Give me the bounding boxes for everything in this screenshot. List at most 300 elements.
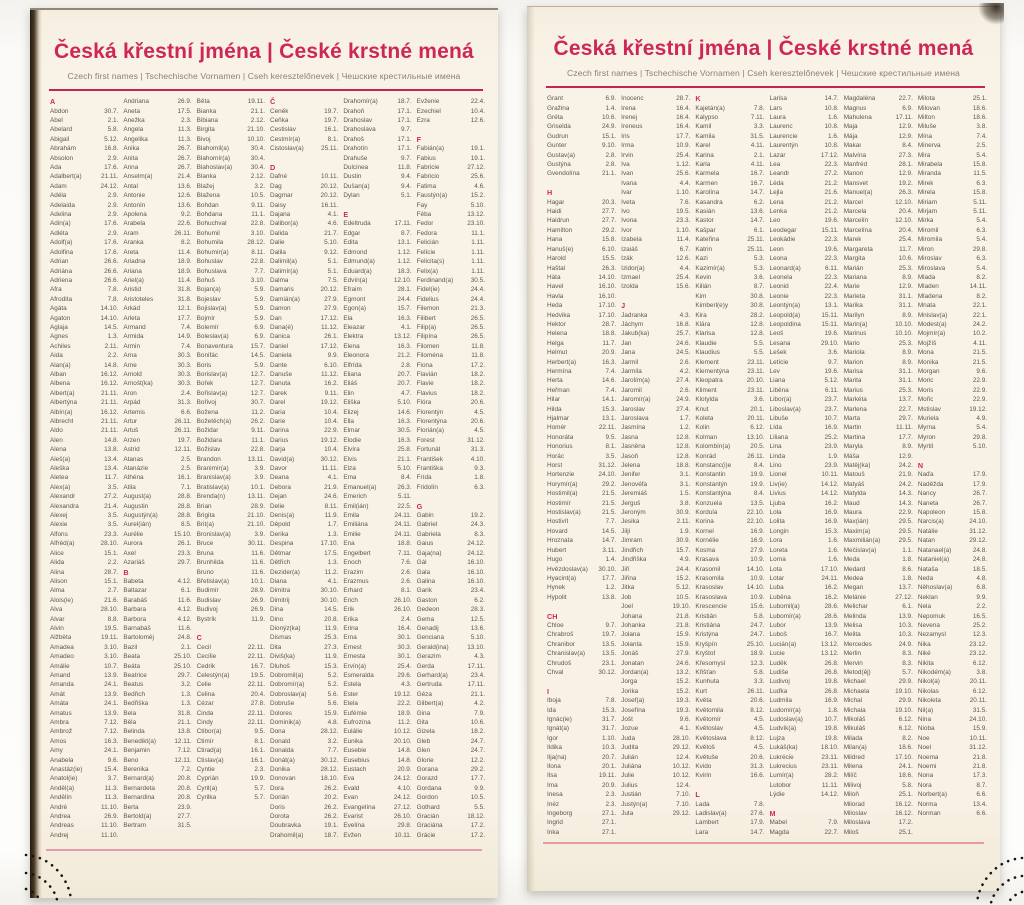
name-entry <box>417 163 485 172</box>
given-name: Eduard(a) <box>343 267 372 275</box>
name-day-date: 20.10. <box>746 377 765 385</box>
name-entry <box>844 235 913 244</box>
name-day-date: 24.12. <box>393 794 412 802</box>
given-name: Filipína <box>416 333 438 341</box>
name-day-date: 23.12. <box>969 640 988 648</box>
given-name: Benedikt(a) <box>123 737 157 745</box>
given-name: Drahotín <box>343 145 368 153</box>
given-name: Mečislav(a) <box>843 546 877 554</box>
name-entry <box>918 169 987 178</box>
given-name: Dalimír(a) <box>269 267 299 275</box>
name-entry <box>343 671 411 680</box>
name-entry <box>197 727 265 736</box>
footer-rule <box>543 842 984 844</box>
name-entry <box>918 621 987 630</box>
name-entry <box>50 106 118 115</box>
name-entry <box>197 332 265 341</box>
name-entry <box>197 295 265 304</box>
name-day-date: 5.10. <box>397 399 412 407</box>
given-name: Beáta <box>123 662 141 670</box>
given-name: Luďka <box>769 687 788 695</box>
given-name: Fabricio <box>416 173 440 181</box>
name-entry <box>123 784 191 793</box>
name-entry <box>547 113 616 122</box>
name-entry <box>844 113 913 122</box>
name-entry <box>50 313 118 322</box>
given-name: Antonie <box>123 192 146 200</box>
name-day-date: 23.11. <box>747 358 765 366</box>
name-entry <box>123 229 191 238</box>
name-entry <box>343 821 411 830</box>
name-entry <box>918 433 987 442</box>
name-entry <box>197 501 265 510</box>
name-day-date: 10.5. <box>470 794 485 802</box>
given-name: Job <box>621 593 632 601</box>
given-name: Ella <box>343 418 354 426</box>
name-day-date: 29.2. <box>601 226 617 234</box>
name-day-date: 12.4. <box>676 781 691 789</box>
name-entry <box>197 266 265 275</box>
name-entry <box>123 398 191 407</box>
name-entry <box>343 351 411 360</box>
name-day-date: 7.4. <box>180 323 192 331</box>
given-name: Drahoslava <box>343 126 376 134</box>
name-day-date: 22.7. <box>898 95 913 103</box>
given-name: Nela <box>917 603 932 611</box>
name-day-date: 19.11. <box>101 634 119 642</box>
name-entry <box>270 116 338 125</box>
name-entry <box>695 771 764 780</box>
name-day-date: 24.3. <box>470 521 485 529</box>
name-day-date: 7.8. <box>753 800 765 808</box>
name-day-date: 15.6. <box>750 603 765 611</box>
name-entry <box>197 718 265 727</box>
given-name: Luběna <box>769 593 791 601</box>
name-day-date: 24.6. <box>676 339 691 347</box>
given-name: Moric <box>917 377 934 385</box>
name-day-date: 22.3. <box>824 236 839 244</box>
name-day-date: 10.9. <box>750 556 765 564</box>
name-entry <box>50 473 118 482</box>
given-name: Ludomír(a) <box>769 706 801 714</box>
name-entry <box>770 828 839 837</box>
name-day-date: 11.7. <box>104 474 119 482</box>
given-name: Davor <box>269 465 288 473</box>
name-entry <box>417 511 485 520</box>
given-name: Bedřich <box>123 690 145 698</box>
given-name: Herta <box>547 377 563 385</box>
name-entry <box>270 351 338 360</box>
name-day-date: 16.3. <box>104 737 119 745</box>
given-name: Laurenc <box>769 123 793 131</box>
footer-rule <box>46 849 482 851</box>
name-entry <box>270 671 338 680</box>
name-entry <box>197 680 265 689</box>
name-entry <box>123 718 191 727</box>
name-day-date: 9.6. <box>679 716 691 724</box>
name-entry <box>123 454 191 463</box>
given-name: Mona <box>917 349 934 357</box>
given-name: Miluše <box>917 123 937 131</box>
name-day-date: 10.2. <box>972 330 988 338</box>
name-day-date: 13.11. <box>247 455 265 463</box>
given-name: Aranka <box>123 239 144 247</box>
given-name: Gustýna <box>547 161 571 169</box>
given-name: Kryšpín <box>695 640 718 648</box>
name-entry <box>547 357 616 366</box>
given-name: Mario <box>843 339 860 347</box>
name-day-date: 24.2. <box>972 320 988 328</box>
name-day-date: 9.5. <box>254 728 265 736</box>
given-name: Milena <box>843 763 863 771</box>
given-name: Lenka <box>769 208 787 216</box>
name-entry <box>918 235 987 244</box>
name-entry <box>417 577 485 586</box>
name-day-date: 19.5. <box>676 208 691 216</box>
given-name: Květomír <box>695 716 721 724</box>
name-entry <box>343 812 411 821</box>
given-name: Cecil <box>196 643 211 651</box>
name-day-date: 24.12. <box>467 540 485 548</box>
name-day-date: 4.3. <box>400 681 412 689</box>
given-name: Gál <box>416 559 427 567</box>
name-entry <box>695 546 764 555</box>
given-name: Fedora <box>416 229 437 237</box>
name-entry <box>197 323 265 332</box>
name-entry <box>343 567 411 576</box>
name-entry <box>547 169 616 178</box>
given-name: Ariadna <box>123 258 146 266</box>
given-name: Bořislav(a) <box>196 389 228 397</box>
name-entry <box>695 649 764 658</box>
name-day-date: 22.11. <box>247 653 265 661</box>
name-day-date: 11.1. <box>251 211 265 219</box>
name-day-date: 3.10. <box>104 653 119 661</box>
given-name: Lambert <box>695 819 719 827</box>
name-day-date: 10.11. <box>969 734 988 742</box>
name-entry <box>50 257 118 266</box>
name-day-date: 22.9. <box>898 509 913 517</box>
name-day-date: 4.5. <box>474 427 485 435</box>
name-day-date: 8.11. <box>251 248 265 256</box>
given-name: Benjamin <box>123 747 150 755</box>
given-name: Flavián <box>416 370 438 378</box>
name-day-date: 16.12. <box>895 810 913 818</box>
given-name: Axel <box>123 549 136 557</box>
name-day-date: 14.7. <box>750 828 765 836</box>
name-day-date: 24.4. <box>470 286 485 294</box>
name-day-date: 6.6. <box>976 810 988 818</box>
given-name: Edmund(a) <box>343 258 375 266</box>
name-entry <box>197 210 265 219</box>
given-name: Erika <box>343 615 358 623</box>
name-day-date: 22.3. <box>824 273 839 281</box>
name-day-date: 1.10. <box>676 226 691 234</box>
name-day-date: 6.2. <box>753 198 765 206</box>
given-name: Evald <box>343 784 360 792</box>
name-day-date: 20.11. <box>747 415 765 423</box>
given-name: Muriela <box>917 415 939 423</box>
name-day-date: 17.12. <box>320 314 339 322</box>
given-name: Alfréd(a) <box>50 540 75 548</box>
name-day-date: 24.6. <box>676 659 691 667</box>
given-name: Anita <box>123 154 138 162</box>
name-day-date: 6.12. <box>898 725 913 733</box>
name-day-date: 8.9. <box>902 349 913 357</box>
name-day-date: 15.7. <box>250 342 265 350</box>
name-day-date: 2.6. <box>679 358 691 366</box>
name-entry <box>621 404 690 413</box>
name-day-date: 24.4. <box>676 565 691 573</box>
given-name: Astrid <box>123 446 140 454</box>
given-name: Bedřiška <box>123 700 149 708</box>
given-name: Matouš <box>843 471 865 479</box>
given-name: Dalma <box>269 276 289 284</box>
given-name: Blažena <box>196 192 220 200</box>
name-day-date: 28.9. <box>250 587 265 595</box>
name-entry <box>844 498 913 507</box>
name-day-date: 13.6. <box>177 182 192 190</box>
given-name: Afra <box>50 286 62 294</box>
name-day-date: 4.6. <box>474 182 485 190</box>
name-entry <box>197 755 265 764</box>
given-name: Dalie <box>269 239 285 247</box>
name-day-date: 22.11. <box>247 709 265 717</box>
given-name: Erna <box>343 634 357 642</box>
name-day-date: 19.1. <box>470 145 485 153</box>
name-day-date: 2.9. <box>107 201 119 209</box>
name-day-date: 17.9. <box>750 819 765 827</box>
given-name: Albena <box>50 380 70 388</box>
given-name: Lora <box>769 537 783 545</box>
given-name: Cyntie <box>196 766 215 774</box>
name-entry <box>417 624 485 633</box>
name-entry <box>547 423 616 432</box>
given-name: Miloš <box>843 828 859 836</box>
name-entry <box>918 113 987 122</box>
name-entry <box>695 160 764 169</box>
name-day-date: 11.9. <box>324 624 339 632</box>
name-entry <box>123 125 191 134</box>
given-name: Amatus <box>50 709 72 717</box>
name-day-date: 14.7. <box>750 189 765 197</box>
name-entry <box>343 708 411 717</box>
name-day-date: 20.9. <box>601 349 617 357</box>
name-entry <box>770 376 839 385</box>
name-entry <box>547 640 616 649</box>
name-entry <box>844 245 913 254</box>
given-name: Hagar <box>547 198 565 206</box>
given-name: Jošt <box>621 716 633 724</box>
name-entry <box>547 461 616 470</box>
given-name: Amy <box>50 747 63 755</box>
given-name: Beata <box>123 653 141 661</box>
given-name: Chrudoš <box>547 659 572 667</box>
given-name: Natálie <box>917 527 938 535</box>
given-name: Bronislav(a) <box>196 530 231 538</box>
name-entry <box>197 313 265 322</box>
name-entry <box>547 818 616 827</box>
given-name: Bruno <box>196 568 214 576</box>
name-day-date: 8.4. <box>753 490 765 498</box>
name-entry <box>343 106 411 115</box>
name-entry <box>343 295 411 304</box>
given-name: Mladena <box>917 292 943 300</box>
name-day-date: 28.10. <box>100 540 119 548</box>
section-letter: H <box>547 188 553 198</box>
name-day-date: 16.1. <box>177 474 192 482</box>
given-name: Makar <box>843 142 862 150</box>
given-name: Evženie <box>416 98 440 106</box>
name-entry <box>123 614 191 623</box>
name-day-date: 5.4. <box>976 217 988 225</box>
name-day-date: 22.1. <box>972 302 988 310</box>
given-name: Hostivít <box>547 518 569 526</box>
name-entry <box>621 433 690 442</box>
name-entry <box>270 238 338 247</box>
name-day-date: 11.12. <box>321 323 339 331</box>
name-day-date: 16.9. <box>750 537 765 545</box>
name-entry <box>197 520 265 529</box>
name-day-date: 5.11. <box>397 493 412 501</box>
name-day-date: 14.10. <box>100 314 119 322</box>
name-day-date: 14.10. <box>598 273 617 281</box>
name-entry <box>770 442 839 451</box>
name-day-date: 22.10. <box>746 509 765 517</box>
name-entry <box>918 292 987 301</box>
given-name: Leoš <box>769 330 784 338</box>
given-name: Ivana <box>621 179 637 187</box>
name-day-date: 11.3. <box>104 794 119 802</box>
given-name: Bohumír(a) <box>196 248 229 256</box>
name-entry <box>621 705 690 714</box>
name-day-date: 12.8. <box>750 320 765 328</box>
name-day-date: 16.3. <box>601 358 617 366</box>
name-day-date: 17.3. <box>972 772 988 780</box>
given-name: Dalibor(a) <box>269 220 299 228</box>
name-entry <box>123 97 191 106</box>
given-name: Blažej <box>196 182 215 190</box>
name-day-date: 17.10. <box>820 565 839 573</box>
name-day-date: 11.7. <box>899 245 913 253</box>
name-day-date: 16.1. <box>250 756 265 764</box>
name-day-date: 13.12. <box>467 211 485 219</box>
name-day-date: 24.1. <box>104 681 119 689</box>
name-entry <box>197 708 265 717</box>
given-name: Magdaléna <box>843 95 876 103</box>
name-day-date: 21.9. <box>898 471 913 479</box>
given-name: Čeňka <box>269 117 289 125</box>
name-day-date: 14.6. <box>397 408 412 416</box>
given-name: Jaromír(a) <box>621 396 651 404</box>
name-entry <box>123 266 191 275</box>
given-name: Marie <box>843 283 860 291</box>
given-name: Karina <box>695 151 714 159</box>
name-day-date: 1.6. <box>828 114 839 122</box>
name-day-date: 2.4. <box>180 389 192 397</box>
name-day-date: 18.8. <box>397 540 412 548</box>
given-name: Nikoleta <box>917 697 941 705</box>
name-day-date: 26.9. <box>177 98 192 106</box>
name-entry <box>918 423 987 432</box>
name-entry <box>343 229 411 238</box>
given-name: Magnus <box>843 104 867 112</box>
given-name: Dorián <box>269 794 289 802</box>
name-entry <box>197 248 265 257</box>
name-entry <box>197 445 265 454</box>
name-entry <box>770 687 839 696</box>
given-name: Lucián(a) <box>769 640 797 648</box>
name-day-date: 24.9. <box>898 640 913 648</box>
name-day-date: 13.12. <box>820 640 839 648</box>
name-day-date: 4.6. <box>327 220 339 228</box>
name-day-date: 16.10. <box>598 292 617 300</box>
name-day-date: 12.4. <box>676 753 691 761</box>
name-day-date: 29.9. <box>898 697 913 705</box>
given-name: Belinda <box>123 728 145 736</box>
name-day-date: 2.1. <box>107 117 119 125</box>
name-entry <box>270 614 338 623</box>
given-name: Květoslava <box>695 734 727 742</box>
name-day-date: 25.7. <box>676 330 691 338</box>
given-name: Cyrilka <box>196 794 217 802</box>
given-name: Azariáš <box>123 559 145 567</box>
name-entry <box>770 480 839 489</box>
given-name: Lída <box>769 424 782 432</box>
name-day-date: 19.3. <box>676 697 691 705</box>
name-entry <box>343 398 411 407</box>
name-day-date: 11.8. <box>471 352 485 360</box>
given-name: Lara <box>695 828 709 836</box>
name-entry <box>343 266 411 275</box>
name-day-date: 29.7. <box>177 559 192 567</box>
given-name: Dluhoš <box>269 662 290 670</box>
name-day-date: 24.1. <box>898 763 913 771</box>
given-name: Miron <box>917 245 934 253</box>
name-entry <box>770 527 839 536</box>
name-day-date: 12.8. <box>676 452 691 460</box>
given-name: Božidar <box>196 427 219 435</box>
name-day-date: 5.7. <box>254 784 265 792</box>
name-day-date: 5.10. <box>470 634 485 642</box>
name-entry <box>770 216 839 225</box>
name-entry <box>770 489 839 498</box>
name-day-date: 22.3. <box>824 292 839 300</box>
name-day-date: 10.10. <box>895 320 913 328</box>
name-day-date: 11.4. <box>177 276 192 284</box>
name-day-date: 15.10. <box>173 530 192 538</box>
name-day-date: 21.8. <box>676 612 691 620</box>
name-entry <box>343 436 411 445</box>
name-entry <box>695 828 764 837</box>
name-day-date: 6.12. <box>972 659 988 667</box>
given-name: Agnes <box>50 333 69 341</box>
name-entry <box>123 351 191 360</box>
name-day-date: 4.10. <box>470 455 485 463</box>
given-name: Dominik(a) <box>269 719 301 727</box>
name-entry <box>270 549 338 558</box>
name-entry <box>50 539 118 548</box>
name-entry <box>695 705 764 714</box>
given-name: Armin <box>123 342 141 350</box>
name-day-date: 3.9. <box>254 465 265 473</box>
name-entry <box>197 793 265 802</box>
name-day-date: 2.9. <box>107 154 119 162</box>
name-entry <box>621 696 690 705</box>
given-name: Hjalmar <box>547 415 570 423</box>
given-name: Čistoslav(a) <box>269 145 304 153</box>
given-name: Donald <box>269 737 291 745</box>
